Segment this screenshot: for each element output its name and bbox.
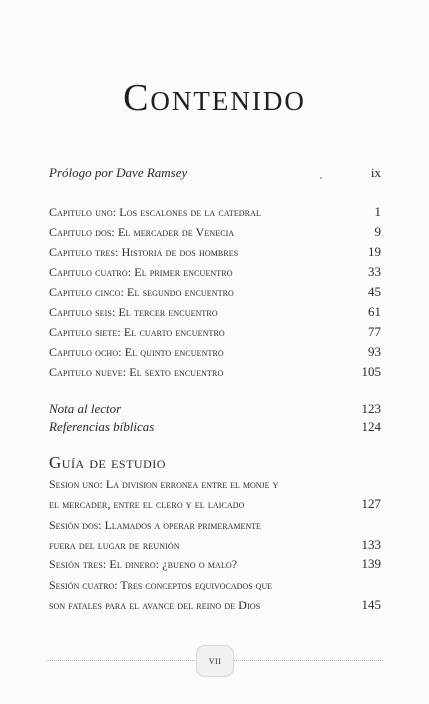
toc-entry-label: Capitulo dos: El mercader de Venecia	[49, 225, 235, 239]
toc-entry-page: 124	[361, 419, 381, 434]
page-title: Contenido	[123, 77, 306, 119]
toc-entry-label: Capitulo cinco: El segundo encuentro	[49, 285, 234, 299]
toc-entry-session	[49, 556, 381, 572]
toc-entry-label: Capitulo uno: Los escalones de la catedral	[49, 205, 261, 219]
session-line: Sesión dos: Llamados a operar primeramente	[49, 518, 261, 532]
toc-entry-label: Sesión tres: El dinero: ¿bueno o malo?	[49, 557, 238, 571]
toc-entry-page: 9	[374, 224, 381, 239]
page-number: vii	[208, 655, 222, 667]
toc-entry-page: 77	[368, 324, 381, 339]
toc-entry-prologue	[49, 165, 381, 181]
toc-entry-page: 127	[361, 496, 381, 511]
study-guide-heading: Guía de estudio	[49, 453, 166, 472]
toc-entry-page: 45	[368, 284, 381, 299]
toc-entry-page: 33	[368, 264, 381, 279]
toc-entry-page: 1	[374, 204, 381, 219]
toc-entry-page: 93	[368, 344, 381, 359]
toc-entry-extra	[49, 419, 381, 435]
toc-entry-page: 123	[361, 401, 381, 416]
toc-entry-label: Capitulo siete: El cuarto encuentro	[49, 325, 225, 339]
toc-entry-chapter	[49, 264, 381, 280]
toc-entry-chapter	[49, 204, 381, 220]
toc-entry-extra	[49, 401, 381, 417]
toc-entry-chapter	[49, 304, 381, 320]
toc-entry-label: Capitulo ocho: El quinto encuentro	[49, 345, 224, 359]
toc-entry-session	[49, 496, 381, 512]
toc-entry-label: Prólogo por Dave Ramsey	[49, 165, 188, 180]
toc-entry-page: ix	[370, 165, 381, 180]
toc-entry-chapter	[49, 344, 381, 360]
toc-entry-chapter	[49, 224, 381, 240]
toc-entry-label: fuera del lugar de reunión	[49, 538, 180, 552]
toc-entry-page: 139	[361, 556, 381, 571]
toc-entry-chapter	[49, 244, 381, 260]
toc-entry-page: 145	[361, 597, 381, 612]
toc-entry-label: Capitulo tres: Historia de dos hombres	[49, 245, 239, 259]
stray-dot	[320, 177, 322, 179]
toc-entry-label: Referencias bíblicas	[49, 419, 155, 434]
toc-entry-label: Capitulo nueve: El sexto encuentro	[49, 365, 224, 379]
toc-entry-label: el mercader, entre el clero y el laicado	[49, 497, 245, 511]
toc-entry-chapter	[49, 284, 381, 300]
toc-entry-session	[49, 537, 381, 553]
toc-entry-page: 133	[361, 537, 381, 552]
page-number-badge	[196, 645, 234, 677]
toc-entry-label: son fatales para el avance del reino de Dios	[49, 598, 261, 612]
session-line: Sesion uno: La division erronea entre el monje y	[49, 477, 279, 491]
toc-entry-chapter	[49, 364, 381, 380]
toc-entry-session	[49, 597, 381, 613]
toc-entry-label: Nota al lector	[49, 401, 122, 416]
toc-entry-chapter	[49, 324, 381, 340]
toc-entry-label: Capitulo seis: El tercer encuentro	[49, 305, 218, 319]
toc-entry-page: 19	[368, 244, 381, 259]
toc-entry-page: 61	[368, 304, 381, 319]
toc-entry-page: 105	[361, 364, 381, 379]
toc-entry-label: Capitulo cuatro: El primer encuentro	[49, 265, 233, 279]
session-line: Sesión cuatro: Tres conceptos equivocados que	[49, 578, 273, 592]
